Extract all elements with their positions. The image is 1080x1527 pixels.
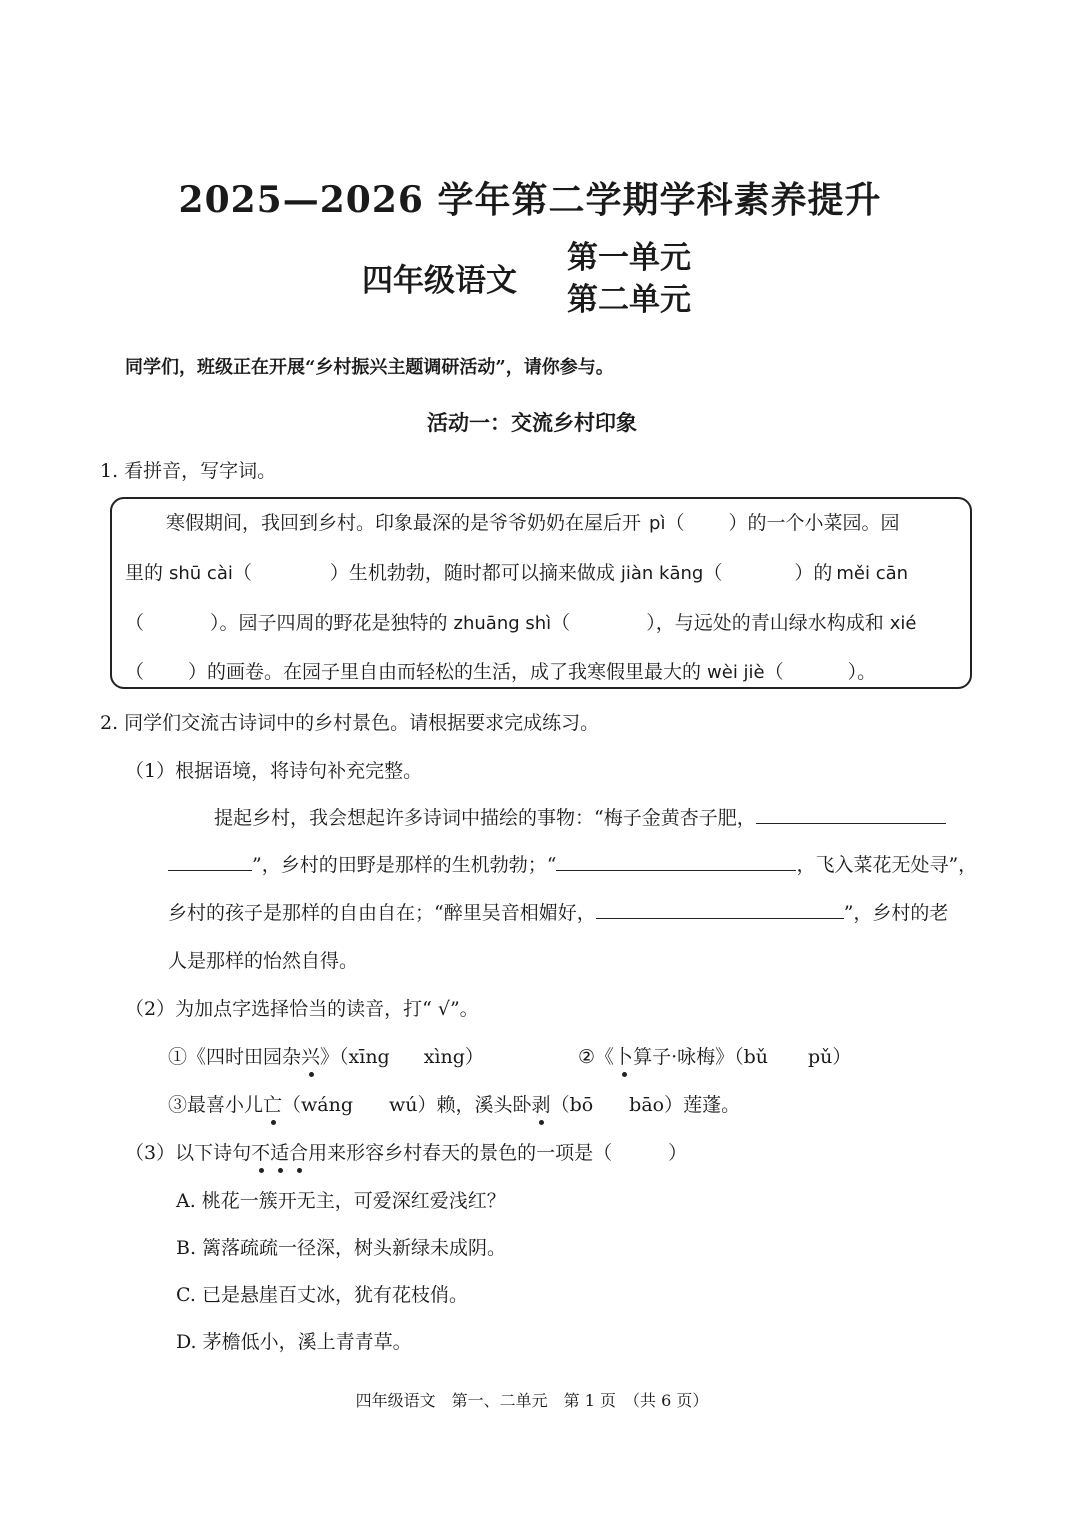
- q2-part2-item-2: ②《卜算子·咏梅》（bǔ pǔ）: [578, 1042, 851, 1069]
- subject-label: 四年级语文: [362, 263, 517, 299]
- exam-title: 2025—2026 学年第二学期学科素养提升: [178, 179, 882, 221]
- q1-line-2: 里的 shū cài（ ）生机勃勃，随时都可以摘来做成 jiàn kāng（ ）的 měi cān: [125, 562, 909, 584]
- activity-one-heading: 活动一：交流乡村印象: [427, 410, 637, 435]
- answer-line[interactable]: [596, 900, 844, 919]
- pinyin-xie: xié: [889, 613, 917, 634]
- dotted-char: 亡: [263, 1090, 282, 1117]
- reading-option[interactable]: （bō: [550, 1094, 594, 1116]
- reading-option[interactable]: wú）赖，溪头卧: [389, 1094, 532, 1116]
- reading-option[interactable]: pǔ）: [808, 1046, 852, 1068]
- q1-line-4: （ ）的画卷。在园子里自由而轻松的生活，成了我寒假里最大的 wèi jiè（ ）。: [125, 661, 877, 683]
- answer-blank[interactable]: （: [551, 612, 571, 634]
- answer-line[interactable]: [756, 805, 946, 824]
- q2-part1-line-3: 乡村的孩子是那样的自由自在；“醉里吴音相媚好， ”，乡村的老: [168, 902, 949, 924]
- answer-blank[interactable]: （: [232, 562, 252, 584]
- dotted-char: 不: [251, 1138, 270, 1165]
- reading-option[interactable]: 算子·咏梅》（bǔ: [633, 1046, 769, 1068]
- dotted-char: 卜: [614, 1042, 633, 1069]
- page-footer: 四年级语文 第一、二单元 第 1 页 （共 6 页）: [355, 1391, 709, 1410]
- q2-part1-line-1: 提起乡村，我会想起许多诗词中描绘的事物：“梅子金黄杏子肥，: [214, 803, 946, 830]
- answer-blank[interactable]: （: [125, 661, 145, 683]
- q2-part2-item-1: ①《四时田园杂兴》（xīng xìng）: [168, 1042, 484, 1069]
- q1-line-3: （ ）。园子四周的野花是独特的 zhuāng shì（ ），与远处的青山绿水构成和 xié: [125, 612, 917, 634]
- pinyin-jiankang: jiàn kāng: [620, 563, 704, 584]
- reading-option[interactable]: xìng）: [423, 1046, 484, 1068]
- unit-two-label: 第二单元: [567, 282, 691, 318]
- answer-blank[interactable]: （: [125, 612, 145, 634]
- q1-line-1: 寒假期间，我回到乡村。印象最深的是爷爷奶奶在屋后开 pì（ ）的一个小菜园。园: [166, 512, 900, 534]
- q2-part1-line-4: 人是那样的怡然自得。: [168, 950, 359, 972]
- option-d[interactable]: D. 茅檐低小，溪上青青草。: [176, 1331, 412, 1353]
- reading-option[interactable]: bāo）莲蓬。: [629, 1094, 741, 1116]
- q2-part3-label: （3）以下诗句不适合用来形容乡村春天的景色的一项是（ ）: [125, 1138, 687, 1165]
- reading-option[interactable]: （wáng: [282, 1094, 354, 1116]
- dotted-char: 合: [289, 1138, 308, 1165]
- q2-part1-line-2: ”，乡村的田野是那样的生机勃勃；“ ，飞入菜花无处寻”，: [168, 850, 977, 877]
- answer-blank[interactable]: （: [764, 661, 784, 683]
- pinyin-weijie: wèi jiè: [707, 662, 765, 683]
- q1-stem: 1. 看拼音，写字词。: [100, 460, 277, 482]
- answer-line[interactable]: [168, 852, 252, 871]
- dotted-char: 适: [270, 1138, 289, 1165]
- reading-option[interactable]: 》（xīng: [320, 1046, 390, 1068]
- answer-blank[interactable]: （: [665, 512, 685, 534]
- dotted-char: 兴: [301, 1042, 320, 1069]
- unit-one-label: 第一单元: [567, 240, 691, 276]
- option-c[interactable]: C. 已是悬崖百丈冰，犹有花枝俏。: [176, 1284, 468, 1306]
- pinyin-pi: pì: [649, 513, 666, 534]
- option-a[interactable]: A. 桃花一簇开无主，可爱深红爱浅红？: [176, 1190, 506, 1212]
- pinyin-shucai: shū cài: [169, 563, 233, 584]
- q2-stem: 2. 同学们交流古诗词中的乡村景色。请根据要求完成练习。: [100, 712, 600, 734]
- dotted-char: 剥: [532, 1090, 551, 1117]
- q2-part1-label: （1）根据语境，将诗句补充完整。: [125, 760, 423, 782]
- pinyin-zhuangshi: zhuāng shì: [453, 613, 552, 634]
- option-b[interactable]: B. 篱落疏疏一径深，树头新绿未成阴。: [176, 1237, 507, 1259]
- q2-part2-label: （2）为加点字选择恰当的读音，打“ √”。: [125, 998, 479, 1020]
- q2-part2-item-3: ③最喜小儿亡（wáng wú）赖，溪头卧剥（bō bāo）莲蓬。: [168, 1090, 740, 1117]
- answer-line[interactable]: [556, 852, 796, 871]
- answer-blank[interactable]: （: [703, 562, 723, 584]
- intro-text: 同学们，班级正在开展“乡村振兴主题调研活动”，请你参与。: [125, 357, 614, 378]
- pinyin-meican: měi cān: [836, 563, 909, 584]
